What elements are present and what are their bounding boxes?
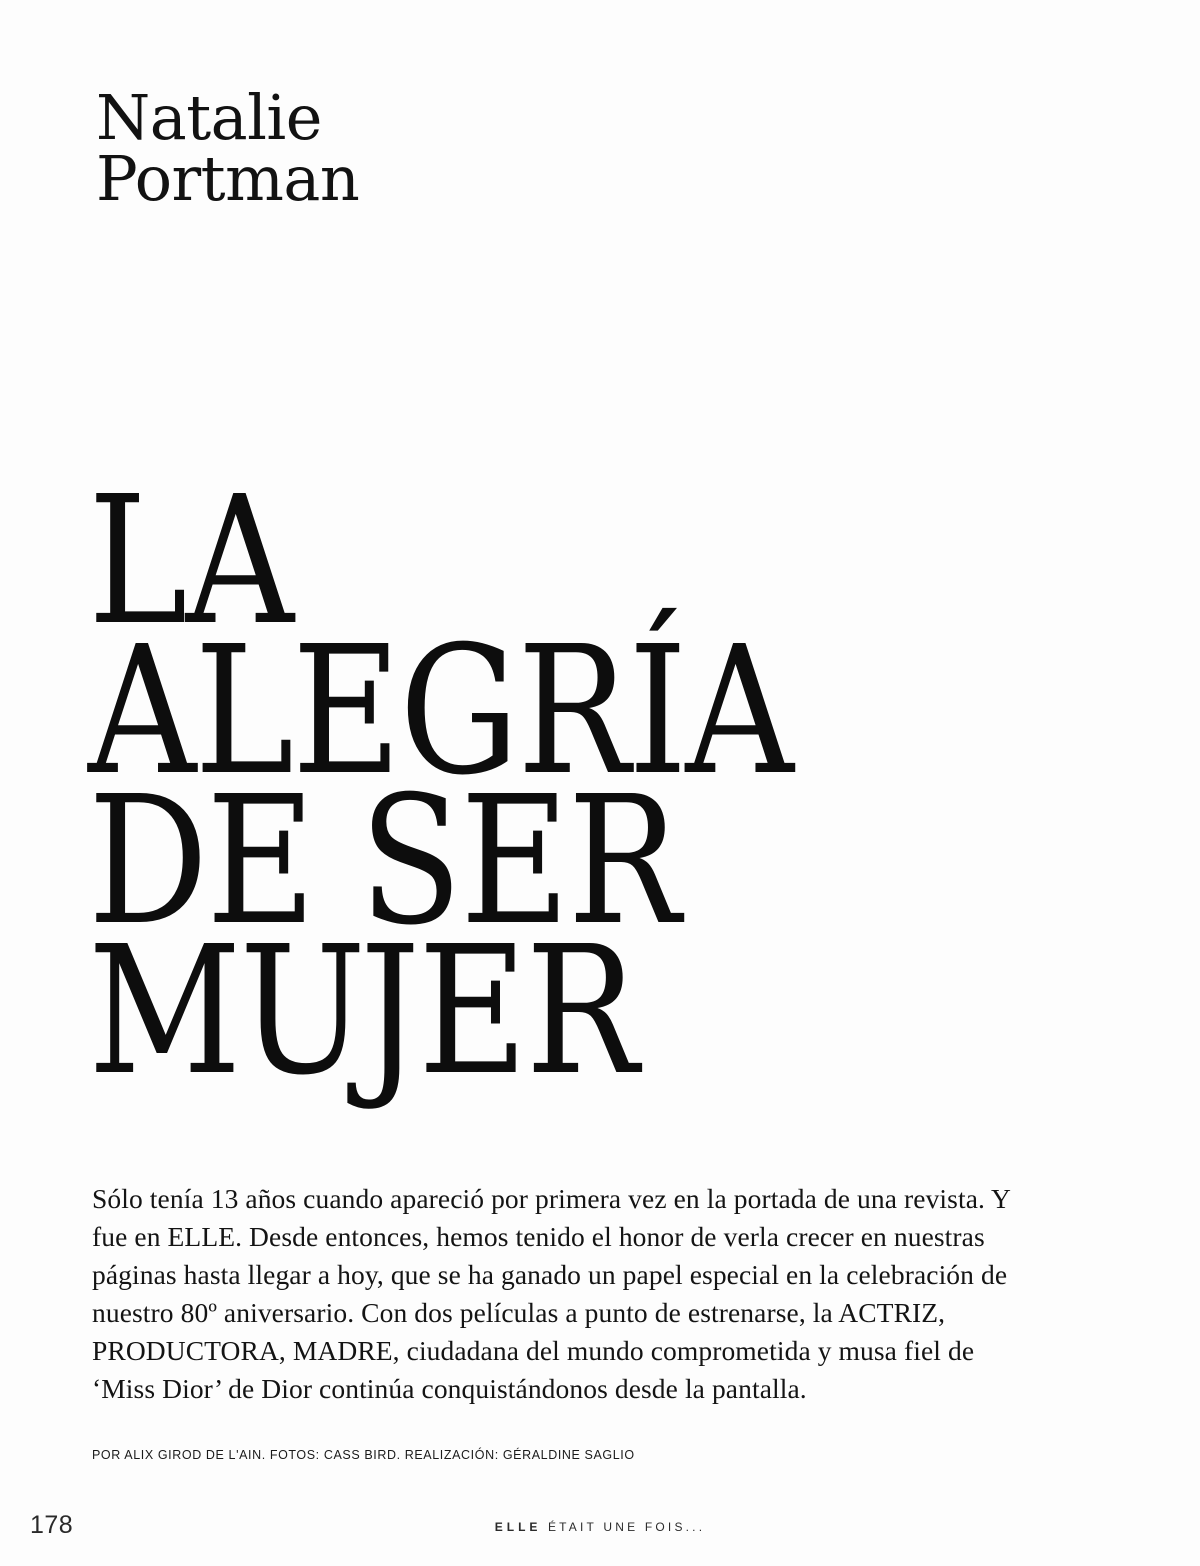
page-title: [88, 459, 988, 1115]
article-standfirst: [92, 1180, 1042, 1408]
footer-brand: ELLE: [494, 1520, 542, 1534]
footer-section-text: ÉTAIT UNE FOIS...: [547, 1520, 706, 1534]
footer-section-label: [0, 1520, 1200, 1534]
article-credits: POR ALIX GIROD DE L'AIN. FOTOS: CASS BIRD. REALIZACIÓN: GÉRALDINE SAGLIO: [92, 1448, 635, 1462]
standfirst-text: Sólo tenía 13 años cuando apareció por primera vez en la portada de una revista. Y fue en ELLE. Desde entonces, hemos tenido el honor de verla crecer en nuestras páginas hasta llegar a hoy, que se ha ganado un papel especial en la celebración de nuestro 80º aniversario. Con dos películas a punto de estrenarse, la ACTRIZ, PRODUCTORA, MADRE, ciudadana del mundo comprometida y musa fiel de ‘Miss Dior’ de Dior continúa conquistándonos desde la pantalla.: [92, 1183, 1010, 1404]
subject-name-line-1: Natalie: [96, 81, 322, 154]
subject-name-line-2: Portman: [96, 141, 360, 215]
headline-line-2: ALEGRÍA: [88, 609, 792, 815]
headline-line-4: MUJER: [88, 909, 637, 1115]
headline-line-3: DE SER: [88, 759, 679, 965]
page-number: 178: [30, 1511, 74, 1539]
article-subject-name: [96, 81, 360, 215]
headline-line-1: LA: [88, 459, 292, 665]
